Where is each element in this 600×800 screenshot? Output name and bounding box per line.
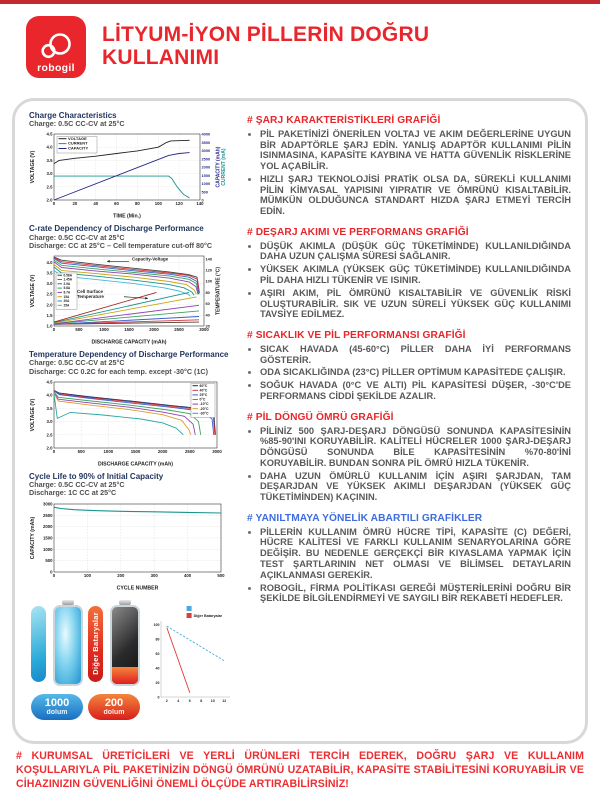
svg-text:4.0: 4.0: [46, 392, 53, 398]
svg-text:3.0: 3.0: [46, 419, 53, 425]
svg-text:400: 400: [184, 572, 192, 578]
svg-text:-20°C: -20°C: [199, 406, 209, 411]
svg-text:VOLTAGE (V): VOLTAGE (V): [30, 274, 36, 308]
page-title: LİTYUM-İYON PİLLERİN DOĞRU KULLANIMI: [102, 23, 430, 69]
svg-text:20A: 20A: [63, 299, 70, 304]
bullet-item: • PİLLERİN KULLANIM ÖMRÜ HÜCRE TİPİ, KAPASİTE (C) DEĞERİ, HÜCRE KALİTESİ VE FARKLI KULLANIM SENARYOLARINA GÖRE DEĞİŞİR. BU NEDENLE GERÇEKÇİ BİR KIYASLAMA YAPMAK İÇİN TEST ŞARTLARININ NET OLMASI VE BİLİMSEL DETAYLARIN AÇIKLANMASI GEREKİR.: [260, 527, 571, 581]
svg-text:40°C: 40°C: [199, 388, 208, 393]
depleted-battery-illustration: [110, 600, 140, 688]
svg-text:3000: 3000: [201, 148, 211, 154]
svg-text:2000: 2000: [201, 164, 211, 170]
svg-text:100: 100: [154, 201, 162, 207]
section-bullets: [247, 344, 571, 402]
info-section-desarj: [247, 227, 571, 322]
svg-text:20: 20: [155, 680, 160, 685]
svg-text:2.0: 2.0: [46, 302, 53, 308]
charge-characteristics-block: [29, 111, 235, 219]
svg-text:0: 0: [201, 197, 204, 203]
svg-text:3.5: 3.5: [46, 405, 53, 411]
svg-text:0°C: 0°C: [199, 397, 206, 402]
chart-subtitle: Charge: 0.5C CC-CV at 25°C: [29, 119, 125, 129]
other-batteries-capsule: [88, 606, 103, 682]
svg-text:100: 100: [153, 622, 160, 627]
footer-note: # KURUMSAL ÜRETİCİLERİ VE YERLİ ÜRÜNLERİ TERCİH EDEREK, DOĞRU ŞARJ VE KULLANIM KOŞULLARIYLA PİL PAKETİNİZİN DÖNGÜ ÖMRÜNÜ UZATABİLİR, KAPASİTE STABİLİTESİNİ KORUYABİLİR VE CİHAZINIZIN GÜVENLİĞİNİ ÖNEMLİ ÖLÇÜDE ARTIRABİLİRSİNİZ!: [16, 750, 584, 790]
svg-text:2000: 2000: [157, 448, 168, 454]
svg-text:0: 0: [52, 201, 56, 207]
svg-text:4.5: 4.5: [46, 379, 53, 385]
svg-text:Temperature: Temperature: [77, 294, 104, 300]
info-section-sarj: [247, 115, 571, 219]
svg-text:VOLTAGE (V): VOLTAGE (V): [30, 398, 36, 432]
section-heading: # PİL DÖNGÜ ÖMRÜ GRAFİĞİ: [247, 411, 394, 423]
svg-text:3500: 3500: [201, 140, 211, 146]
section-bullets: [247, 129, 571, 217]
svg-text:2500: 2500: [185, 448, 195, 454]
chart-subtitle: Discharge: CC at 25°C – Cell temperature cut-off 80°C: [29, 240, 213, 250]
svg-text:4.5: 4.5: [46, 131, 53, 137]
svg-text:3.0: 3.0: [46, 171, 53, 177]
svg-text:1000: 1000: [201, 181, 211, 187]
bullet-item: • DÜŞÜK AKIMLA (DÜŞÜK GÜÇ TÜKETİMİNDE) KULLANILDIĞINDA DAHA UZUN ÇALIŞMA SÜRESİ SAĞLANIR.: [260, 241, 571, 263]
svg-text:0: 0: [52, 448, 56, 454]
cycle-life-chart: [29, 499, 229, 591]
svg-text:25A: 25A: [63, 303, 70, 308]
svg-text:140: 140: [196, 201, 204, 207]
chart-title: C-rate Dependency of Discharge Performance: [29, 224, 204, 234]
page-header: [26, 16, 482, 78]
bad-cycles-value: 200: [104, 696, 124, 709]
svg-text:Capacity-Voltage: Capacity-Voltage: [132, 256, 169, 262]
svg-text:VOLTAGE: VOLTAGE: [68, 136, 87, 142]
svg-text:2.0: 2.0: [46, 197, 53, 203]
svg-text:20: 20: [72, 201, 78, 207]
svg-text:3.5: 3.5: [46, 270, 53, 276]
svg-text:40: 40: [93, 201, 99, 207]
low-charge-fill: [112, 667, 138, 684]
good-cycles-unit: dolum: [46, 708, 68, 716]
svg-text:3000: 3000: [199, 327, 209, 333]
bullet-item: • ROBOGİL, FİRMA POLİTİKASI GEREĞİ MÜŞTERİLERİNİ DOĞRU BİR ŞEKİLDE BİLGİLENDİRMEYİ VE SAYGILI BİR REKABETİ HEDEFLER.: [260, 583, 571, 605]
svg-text:1.5: 1.5: [46, 313, 53, 319]
section-bullets: [247, 527, 571, 604]
blue-capsule: [31, 606, 46, 682]
svg-text:4: 4: [177, 698, 180, 703]
svg-text:120: 120: [205, 267, 212, 273]
battery-body: [110, 605, 140, 686]
info-sections-column: [247, 111, 573, 735]
svg-text:60: 60: [114, 201, 119, 207]
svg-text:DISCHARGE CAPACITY (mAh): DISCHARGE CAPACITY (mAh): [97, 461, 174, 467]
bad-cycles-badge: [88, 694, 140, 720]
svg-text:2.5: 2.5: [46, 432, 53, 438]
svg-text:-30°C: -30°C: [199, 411, 209, 416]
svg-text:15A: 15A: [63, 295, 70, 300]
svg-text:20: 20: [205, 323, 210, 329]
svg-text:3.0: 3.0: [46, 281, 53, 287]
svg-text:1000: 1000: [42, 546, 53, 552]
svg-text:80: 80: [135, 201, 140, 207]
svg-text:0.58A: 0.58A: [63, 273, 73, 278]
chart-subtitle: Charge: 0.5C CC-CV at 25°C: [29, 232, 125, 242]
chart-subtitle: Discharge: CC 0.2C for each temp. except -30°C (1C): [29, 366, 209, 376]
svg-text:80: 80: [155, 637, 160, 642]
svg-text:60: 60: [205, 301, 210, 307]
svg-text:1500: 1500: [201, 173, 211, 179]
svg-text:2500: 2500: [42, 512, 53, 518]
svg-text:25°C: 25°C: [199, 392, 208, 397]
charts-column: [29, 111, 235, 735]
svg-text:140: 140: [205, 256, 212, 262]
svg-text:1000: 1000: [103, 448, 114, 454]
svg-text:100: 100: [83, 572, 91, 578]
svg-text:4.0: 4.0: [46, 260, 53, 266]
cycle-life-block: [29, 472, 235, 591]
svg-text:1.0: 1.0: [46, 323, 53, 329]
robogil-logo: [26, 16, 86, 78]
section-heading: # SICAKLIK VE PİL PERFORMANSI GRAFİĞİ: [247, 330, 466, 342]
full-battery-illustration: [53, 600, 83, 688]
svg-text:0: 0: [52, 327, 56, 333]
chart-title: Temperature Dependency of Discharge Performance: [29, 350, 229, 360]
svg-text:500: 500: [217, 572, 225, 578]
temperature-dependency-block: [29, 350, 235, 467]
svg-text:CAPACITY (mAh): CAPACITY (mAh): [215, 147, 222, 188]
bullet-item: • SICAK HAVADA (45-60°C) PİLLER DAHA İYİ PERFORMANS GÖSTERİR.: [260, 344, 571, 366]
svg-text:2.5: 2.5: [46, 291, 53, 297]
section-heading: # YANILTMAYA YÖNELİK ABARTILI GRAFİKLER: [247, 512, 483, 524]
svg-text:80: 80: [205, 290, 210, 296]
good-cycles-value: 1000: [44, 696, 70, 709]
svg-text:TIME (Min.): TIME (Min.): [113, 213, 141, 220]
other-batteries-label: Diğer Bataryalar: [91, 612, 100, 676]
info-section-yaniltma: [247, 513, 571, 606]
svg-text:TEMPERATURE (°C): TEMPERATURE (°C): [215, 267, 222, 316]
bullet-item: • DAHA UZUN ÖMÜRLÜ KULLANIM İÇİN AŞIRI ŞARJDAN, TAM DEŞARJDAN VE YÜKSEK AKIMLI DEŞARJDAN (YÜKSEK GÜÇ TÜKETİMİNDEN) KAÇININ.: [260, 471, 571, 503]
svg-text:4.0: 4.0: [46, 145, 53, 151]
content-panel: [12, 98, 588, 744]
svg-text:8.7A: 8.7A: [63, 290, 71, 295]
chart-title: Charge Characteristics: [29, 111, 117, 120]
svg-text:VOLTAGE (V): VOLTAGE (V): [30, 151, 36, 184]
svg-text:12: 12: [222, 698, 227, 703]
section-bullets: [247, 426, 571, 503]
svg-text:2000: 2000: [149, 327, 159, 333]
svg-text:40: 40: [155, 666, 160, 671]
svg-text:6: 6: [188, 698, 191, 703]
svg-text:1500: 1500: [130, 448, 141, 454]
svg-text:500: 500: [77, 448, 85, 454]
chart-title: Cycle Life to 90% of Initial Capacity: [29, 471, 164, 481]
bad-cycles-unit: dolum: [103, 708, 125, 716]
chart-subtitle: Charge: 0.5C CC-CV at 25°C: [29, 358, 125, 368]
svg-text:2000: 2000: [42, 523, 53, 529]
bullet-item: • AŞIRI AKIM, PİL ÖMRÜNÜ KISALTABİLİR VE GÜVENLİK RİSKİ OLUŞTURABİLİR. SIK VE UZUN SÜRELİ YÜKSEK GÜÇ KULLANIMI TAVSİYE EDİLMEZ.: [260, 288, 571, 320]
bullet-item: • PİL PAKETİNİZİ ÖNERİLEN VOLTAJ VE AKIM DEĞERLERİNE UYGUN BİR ADAPTÖRLE ŞARJ EDİN. YANLIŞ ADAPTÖR KULLANIMI PİLİN ISINMASINA, KAPASİTE KAYBINA VE HATTA GÜVENLİK RİSKLERİNE YOL AÇABİLİR.: [260, 129, 571, 172]
charge-characteristics-chart: [29, 129, 229, 219]
svg-text:500: 500: [201, 189, 208, 195]
svg-text:40: 40: [205, 312, 210, 318]
brand-name: robogil: [37, 61, 75, 74]
svg-text:120: 120: [175, 201, 183, 207]
svg-text:0: 0: [52, 572, 56, 578]
section-heading: # ŞARJ KARAKTERİSTİKLERİ GRAFİĞİ: [247, 115, 441, 126]
crate-dependency-block: [29, 224, 235, 345]
svg-text:CAPACITY (mAh): CAPACITY (mAh): [30, 516, 36, 559]
svg-text:60°C: 60°C: [199, 383, 208, 388]
good-cycles-badge: [31, 694, 83, 720]
temperature-dependency-chart: [29, 377, 229, 467]
svg-text:3.5: 3.5: [46, 158, 53, 164]
svg-text:2.9A: 2.9A: [63, 282, 71, 287]
svg-text:1000: 1000: [99, 327, 109, 333]
svg-text:100: 100: [205, 278, 212, 284]
battery-art: [31, 600, 141, 722]
svg-text:0: 0: [50, 569, 53, 575]
svg-text:4000: 4000: [201, 131, 211, 137]
svg-text:500: 500: [75, 327, 83, 333]
svg-text:2.0: 2.0: [46, 445, 53, 451]
svg-text:300: 300: [150, 572, 158, 578]
svg-text:CURRENT: CURRENT: [68, 141, 88, 147]
svg-text:-10°C: -10°C: [199, 402, 209, 407]
section-heading: # DEŞARJ AKIMI VE PERFORMANS GRAFİĞİ: [247, 226, 469, 238]
bullet-item: • YÜKSEK AKIMLA (YÜKSEK GÜÇ TÜKETİMİNDE) KULLANILDIĞINDA PİL DAHA HIZLI TÜKENİR VE ISINIR.: [260, 264, 571, 286]
misleading-comparison-chart: [147, 604, 235, 710]
svg-text:CAPACITY: CAPACITY: [68, 146, 89, 152]
svg-text:8: 8: [200, 698, 203, 703]
svg-text:1500: 1500: [42, 535, 53, 541]
battery-cap: [119, 600, 131, 605]
svg-text:CYCLE NUMBER: CYCLE NUMBER: [116, 585, 159, 591]
svg-text:Cell Surface: Cell Surface: [77, 289, 104, 295]
svg-text:1.45A: 1.45A: [63, 277, 73, 282]
crate-dependency-chart: [29, 251, 229, 345]
top-accent-strip: [0, 0, 600, 4]
svg-text:Diğer Bataryalar: Diğer Bataryalar: [193, 613, 223, 618]
svg-text:2500: 2500: [174, 327, 184, 333]
battery-cap: [62, 600, 74, 605]
info-section-sicaklik: [247, 330, 571, 404]
bullet-item: • SOĞUK HAVADA (0°C VE ALTI) PİL KAPASİTESİ DÜŞER, -30°C'DE PERFORMANS CİDDİ ŞEKİLDE AZALIR.: [260, 380, 571, 402]
svg-text:200: 200: [117, 572, 125, 578]
svg-text:2.5: 2.5: [46, 184, 53, 190]
svg-text:2: 2: [165, 698, 168, 703]
svg-text:10: 10: [210, 698, 215, 703]
svg-text:0: 0: [157, 695, 160, 700]
section-bullets: [247, 241, 571, 320]
svg-text:2500: 2500: [201, 156, 211, 162]
bullet-item: • ODA SICAKLIĞINDA (23°C) PİLLER OPTİMUM KAPASİTEDE ÇALIŞIR.: [260, 367, 571, 378]
bullet-item: • HIZLI ŞARJ TEKNOLOJİSİ PRATİK OLSA DA, SÜREKLİ KULLANIMI PİLİN KİMYASAL YAPISINI YIPRATIR VE ÖMRÜNÜ KISALTABİLİR. MÜMKÜN OLDUĞUNCA STANDART HIZDA ŞARJ ETMEYİ TERCİH EDİN.: [260, 174, 571, 217]
svg-text:DISCHARGE CAPACITY (mAh): DISCHARGE CAPACITY (mAh): [91, 339, 167, 346]
bullet-item: • PİLİNİZ 500 ŞARJ-DEŞARJ DÖNGÜSÜ SONUNDA KAPASİTESİNİN %85-90'INI KORUYABİLİR. KALİTELİ HÜCRELER 1000 ŞARJ-DEŞARJ DÖNGÜSÜ SONUNDA BİLE KAPASİTESİNİN %70-80'İNİ KORUYABİLİR. BUNDAN SONRA PİL ÖMRÜ HIZLA TÜKENİR.: [260, 426, 571, 469]
info-section-dongu: [247, 412, 571, 505]
svg-text:5.8A: 5.8A: [63, 286, 71, 291]
svg-text:60: 60: [155, 651, 160, 656]
svg-text:3000: 3000: [42, 501, 53, 507]
battery-body: [53, 605, 83, 686]
svg-text:3000: 3000: [212, 448, 222, 454]
battery-comparison-figure: [29, 600, 235, 722]
chart-subtitle: Discharge: 1C CC at 25°C: [29, 488, 117, 498]
robogil-circles-icon: [38, 31, 74, 63]
chart-subtitle: Charge: 0.5C CC-CV at 25°C: [29, 480, 125, 490]
svg-text:500: 500: [45, 557, 53, 563]
svg-text:CURRENT (mA): CURRENT (mA): [221, 148, 228, 187]
svg-text:1500: 1500: [124, 327, 134, 333]
